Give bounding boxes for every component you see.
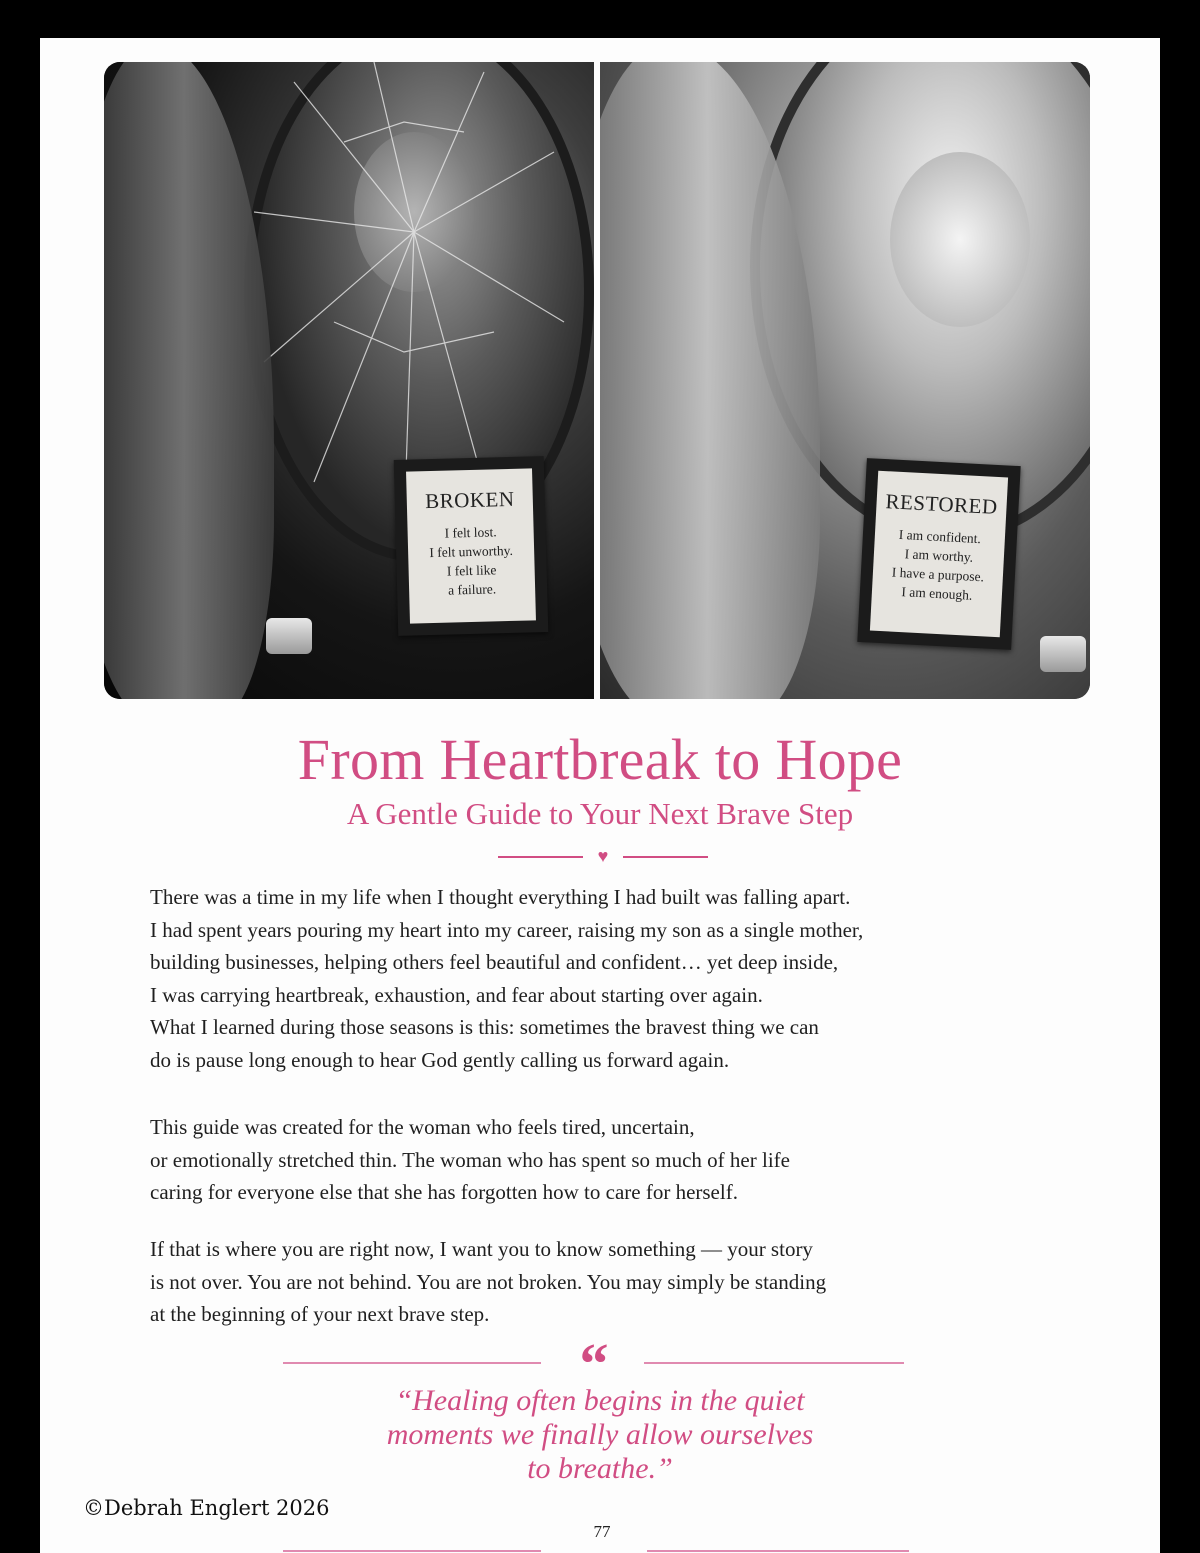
quote-line: to breathe.” bbox=[527, 1452, 673, 1485]
reflection-face bbox=[890, 152, 1030, 327]
page-number: 77 bbox=[593, 1522, 611, 1541]
paragraph-line: If that is where you are right now, I want you to know something — your story bbox=[150, 1237, 813, 1261]
quote-line: “Healing often begins in the quiet bbox=[395, 1384, 805, 1417]
quote-mark-icon: “ bbox=[579, 1331, 609, 1396]
restored-sign-line: I am worthy. bbox=[904, 546, 974, 565]
broken-sign-frame bbox=[394, 456, 549, 636]
broken-sign-line: I felt lost. bbox=[444, 524, 497, 541]
page-title: From Heartbreak to Hope bbox=[297, 727, 903, 792]
restored-sign-line: I am enough. bbox=[901, 584, 973, 603]
broken-sign-title: BROKEN bbox=[424, 486, 515, 514]
heart-divider bbox=[498, 846, 708, 868]
paragraph-line: or emotionally stretched thin. The woman who has spent so much of her life bbox=[150, 1147, 790, 1172]
paragraph-line: There was a time in my life when I thought everything I had built was falling apart. bbox=[150, 885, 851, 909]
paragraph-line: I was carrying heartbreak, exhaustion, and fear about starting over again. bbox=[150, 982, 763, 1007]
pull-quote bbox=[300, 1384, 900, 1486]
quote-rule bbox=[647, 1550, 909, 1552]
paragraph-line: is not over. You are not behind. You are not broken. You may simply be standing bbox=[150, 1269, 827, 1294]
paragraph-line: caring for everyone else that she has forgotten how to care for herself. bbox=[150, 1180, 738, 1204]
candle bbox=[1040, 636, 1086, 672]
paragraph-line: This guide was created for the woman who feels tired, uncertain, bbox=[150, 1115, 695, 1139]
paragraph-line: do is pause long enough to hear God gently calling us forward again. bbox=[150, 1047, 730, 1072]
woman-back-silhouette bbox=[104, 62, 274, 699]
paragraph-line: at the beginning of your next brave step. bbox=[150, 1302, 490, 1326]
paragraph-line: I had spent years pouring my heart into my career, raising my son as a single mother, bbox=[150, 917, 864, 942]
quote-line: moments we finally allow ourselves bbox=[386, 1418, 814, 1451]
broken-sign-line: I felt unworthy. bbox=[429, 542, 514, 561]
restored-sign-line: I am confident. bbox=[898, 526, 982, 547]
restored-sign-frame bbox=[857, 458, 1020, 650]
paragraph-line: building businesses, helping others feel beautiful and confident… yet deep inside, bbox=[150, 950, 839, 974]
body-paragraph bbox=[150, 881, 1030, 1076]
paragraph-line: What I learned during those seasons is this: sometimes the bravest thing we can bbox=[150, 1015, 819, 1039]
heart-icon: ♥ bbox=[597, 846, 609, 866]
broken-photo bbox=[104, 62, 594, 699]
divider-line bbox=[623, 856, 708, 858]
broken-sign-line: a failure. bbox=[447, 581, 497, 598]
restored-sign-line: I have a purpose. bbox=[891, 564, 985, 585]
body-paragraph bbox=[150, 1111, 1030, 1209]
candle bbox=[266, 618, 312, 654]
copyright-notice: ©Debrah Englert 2026 bbox=[83, 1496, 330, 1520]
restored-photo bbox=[600, 62, 1090, 699]
divider-line bbox=[498, 856, 583, 858]
before-after-photo bbox=[104, 62, 1090, 699]
quote-rule bbox=[644, 1362, 904, 1364]
quote-rule bbox=[283, 1362, 541, 1364]
restored-sign-title: RESTORED bbox=[884, 489, 999, 519]
broken-sign-line: I felt like bbox=[446, 562, 497, 579]
magazine-page bbox=[40, 38, 1160, 1553]
page-subtitle: A Gentle Guide to Your Next Brave Step bbox=[346, 796, 854, 831]
body-paragraph bbox=[150, 1233, 1030, 1331]
quote-rule bbox=[283, 1550, 541, 1552]
